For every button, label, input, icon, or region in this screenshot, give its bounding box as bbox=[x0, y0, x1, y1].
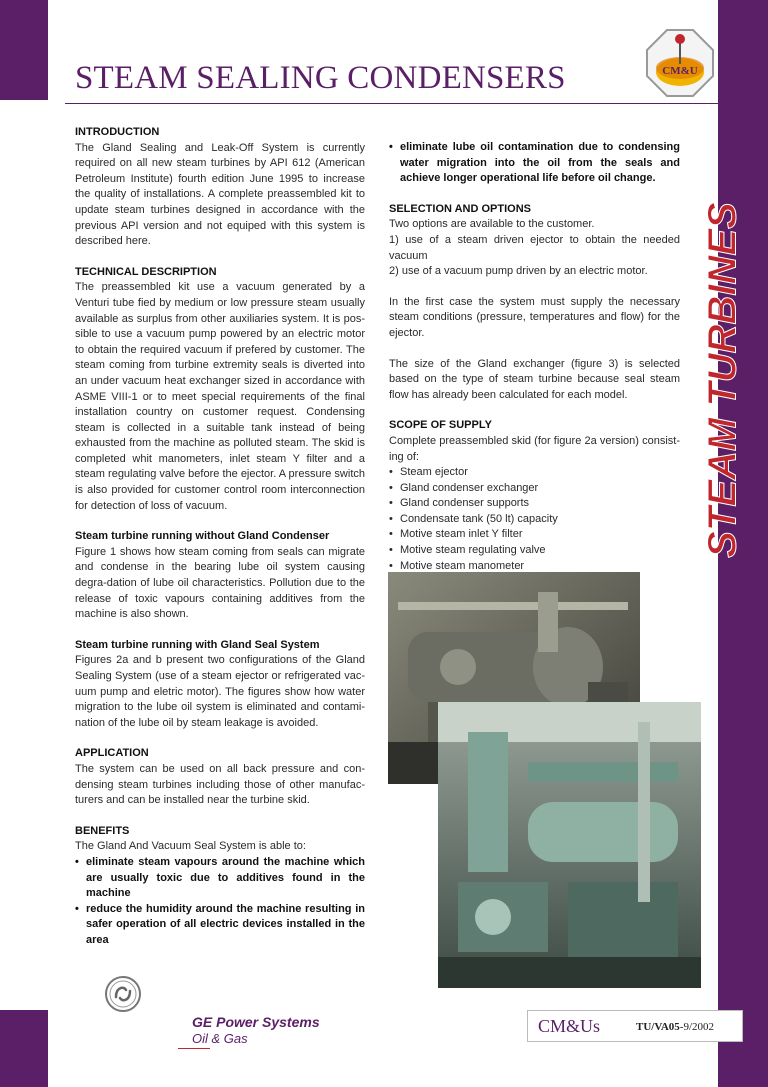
side-title bbox=[700, 170, 745, 590]
benefits-list bbox=[75, 855, 365, 949]
introduction-section bbox=[75, 125, 365, 250]
list-item: 1) use of a steam driven ejector to obtain the needed vacuum bbox=[389, 233, 680, 262]
application-text: The system can be used on all back pressure and con-densing steam turbines including those of other manufac-turers and can be installed near the turbine skid. bbox=[75, 762, 365, 807]
with-gland-heading: Steam turbine running with Gland Seal System bbox=[75, 638, 320, 651]
company-name: GE Power Systems bbox=[192, 1014, 320, 1030]
application-section bbox=[75, 746, 365, 808]
list-item: • reduce the humidity around the machine resulting in safer operation of all electric devices installed in the area bbox=[75, 902, 365, 949]
benefits-continued bbox=[389, 140, 680, 187]
gland-condenser-photo bbox=[438, 702, 701, 988]
document-code bbox=[636, 1021, 714, 1033]
without-gland-text: Figure 1 shows how steam coming from seals can migrate and condense in the bearing lube oil system causing degra-dation of lube oil characteristics. Pollution due to the release of toxic vapours containing additives from the machine is also shown. bbox=[75, 545, 365, 621]
selection-intro: Two options are available to the customer. bbox=[389, 218, 595, 231]
introduction-heading: INTRODUCTION bbox=[75, 126, 160, 138]
page-title: STEAM SEALING CONDENSERS bbox=[75, 60, 566, 96]
title-divider bbox=[65, 103, 718, 104]
right-column bbox=[389, 140, 680, 589]
technical-text: The preassembled kit use a vacuum generated by a Venturi tube fied by medium or low pressure steam usually available as surplus from other auxiliaries system. It is pos-sible to use a vacuum pump powered by an electric motor to obtain the required vacuum if prefered by customer. The steam coming from turbine extremity seals is diverted into an under vacuum heat exchanger sized in accordance with ASME VIII-1 or to meet special requirements of the final installation country on customer request. Condensing steam is collected in a suitable tank instead of being exhausted from the machine as polluted steam. The skid is completed whit manometers, inlet steam Y filter and a steam regulating valve before the ejector. A pressure switch is also provided for customer control room interconnection for detection of loss of vacuum. bbox=[75, 281, 365, 512]
side-title-text: STEAM TURBINES bbox=[700, 202, 745, 558]
first-case-text: In the first case the system must supply the necessary steam conditions (pressure, temperatures and flow) for the ejector. bbox=[389, 295, 680, 339]
document-code-main: TU/VA05 bbox=[636, 1021, 680, 1033]
scope-heading: SCOPE OF SUPPLY bbox=[389, 419, 492, 432]
technical-heading: TECHNICAL DESCRIPTION bbox=[75, 265, 217, 278]
with-gland-section bbox=[75, 638, 365, 732]
scope-section bbox=[389, 418, 680, 574]
list-item: • Gland condenser exchanger bbox=[389, 481, 680, 497]
list-item: • Motive steam regulating valve bbox=[389, 543, 680, 559]
list-item: • Condensate tank (50 lt) capacity bbox=[389, 512, 680, 528]
list-item: • Gland condenser supports bbox=[389, 496, 680, 512]
list-item: 2) use of a vacuum pump driven by an electric motor. bbox=[389, 265, 648, 278]
application-heading: APPLICATION bbox=[75, 747, 149, 760]
document-code-date: -9/2002 bbox=[679, 1021, 715, 1033]
cmu-logo bbox=[645, 28, 715, 98]
benefits-section bbox=[75, 824, 365, 949]
benefits-heading: BENEFITS bbox=[75, 824, 130, 837]
list-item: • Motive steam manometer bbox=[389, 559, 680, 575]
top-left-color-bar bbox=[0, 0, 48, 100]
footer-brand: CM&Us bbox=[538, 1016, 601, 1036]
gland-size-text: The size of the Gland exchanger (figure 3) is selected based on the type of steam turbine because seal steam flow has already been calculated for each model. bbox=[389, 357, 680, 401]
scope-list bbox=[389, 465, 680, 574]
left-column bbox=[75, 125, 365, 964]
footer-divider bbox=[178, 1048, 210, 1049]
selection-heading: SELECTION AND OPTIONS bbox=[389, 202, 531, 215]
ge-logo bbox=[104, 975, 142, 1013]
without-gland-section bbox=[75, 529, 365, 623]
division-name: Oil & Gas bbox=[192, 1031, 248, 1046]
introduction-text: The Gland Sealing and Leak-Off System is currently required on all new steam turbines by API 612 (American Petroleum Institute) fourth edition June 1995 to increase the quality of installations. A complete preassembled kit to update steam turbines designed in accordance with the previous API version and not equiped with this system is described here. bbox=[75, 141, 365, 248]
without-gland-heading: Steam turbine running without Gland Condenser bbox=[75, 530, 330, 543]
list-item: • Motive steam inlet Y filter bbox=[389, 527, 680, 543]
list-item: • Steam ejector bbox=[389, 465, 680, 481]
first-case-section bbox=[389, 295, 680, 342]
options-list bbox=[389, 233, 680, 280]
benefits-intro: The Gland And Vacuum Seal System is able to: bbox=[75, 840, 306, 853]
bottom-left-color-bar bbox=[0, 1010, 48, 1087]
benefits-list-continued bbox=[389, 140, 680, 187]
gland-size-section bbox=[389, 357, 680, 404]
with-gland-text: Figures 2a and b present two configurations of the Gland Sealing System (use of a steam ejector or refrigerated vac-uum pump and eletric motor). The figures show how water migration to the lube oil system is eliminated and contami-nation of the lube oil by steam leakage is avoided. bbox=[75, 654, 365, 729]
list-item: • eliminate steam vapours around the machine which are usually toxic due to additives found in the machine bbox=[75, 855, 365, 902]
technical-section bbox=[75, 265, 365, 515]
list-item: • eliminate lube oil contamination due to condensing water migration into the oil from the seals and achieve longer operational life before oil change. bbox=[389, 140, 680, 187]
selection-section bbox=[389, 202, 680, 280]
scope-intro: Complete preassembled skid (for figure 2a version) consist-ing of: bbox=[389, 434, 680, 463]
logo-lettering: CM&U bbox=[662, 65, 698, 77]
